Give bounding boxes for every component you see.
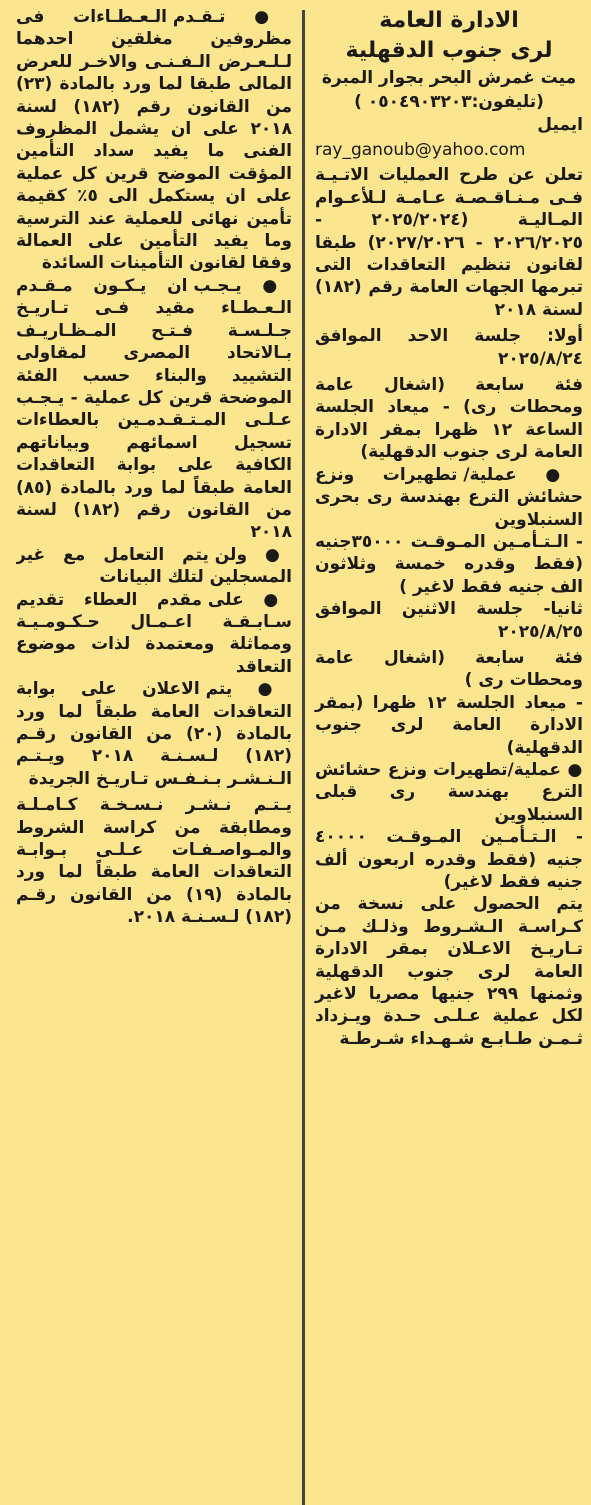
insurance-2: - الـتـأمـين المـوقـت ٤٠٠٠٠ جنيه (فقط وقدره اربعون ألف جنيه فقط لاغير) — [315, 827, 583, 892]
terms-announcement: ● يتم الاعلان على بوابة التعاقدات العامة طبقاً لما ورد بالمادة (٢٠) من القانون رقـم (١٨٢) لـسـنـة ٢٠١٨ ويـتـم الـنـشـر بـنـفـس تـاريـخ الجريدة — [16, 678, 292, 790]
email-address: ray_ganoub@yahoo.com — [315, 140, 526, 161]
terms-unregistered: ● ولن يتم التعامل مع غير المسجلين لتلك البيانات — [16, 544, 292, 589]
terms-envelopes: ● تـقـدم الـعـطـاءات فى مظروفين مغلقين احدهما لـلـعـرض الـفـنـى والاخـر للعرض المالى طبقا لما ورد بالمادة (٢٣) من القانون رقم (١٨٢) لسنة ٢٠١٨ على ان يشمل المظروف الفنى ما يفيد سداد التأمين المؤقت الموضح قرين كل عملية على ان يستكمل الى ٥٪ كقيمة تأمين نهائى للعملية عند الترسية وما يفيد التأمين على العمالة وفقا لقانون التأمينات السائدة — [16, 6, 292, 275]
terms-registration: ● يـجـب ان يـكـون مـقـدم الـعـطـاء مقيد فـى تـاريـخ جـلـسـة فـتـح المـظـاريـف بـالاتحاد المصرى لمقاولى التشييد والبناء حسب الفئة الموضحة قرين كل عملية - يـجـب عـلـى المـتـقـدمـين بالعطاءات تسجيل اسمائهم وبياناتهم الكافية على بوابة التعاقدات العامة طبقاً لما ورد بالمادة (٨٥) من القانون رقم (١٨٢) لسنة ٢٠١٨ — [16, 275, 292, 544]
session-1: أولا: جلسة الاحد الموافق ٢٠٢٥/٨/٢٤ — [315, 326, 583, 369]
terms-publication: يـتـم نـشـر نـسـخـة كـامـلـة ومطابقة من كراسة الشروط والمـواصـفـات عـلـى بـوابـة التعاقدات العامة طبقاً لما ورد بالمادة (١٩) من القانون رقـم (١٨٢) لـسـنـة ٢٠١٨. — [16, 795, 292, 928]
left-column — [16, 6, 296, 1505]
copy-paragraph: يتم الحصول على نسخة من كـراسـة الـشـروط وذلـك مـن تـاريـخ الاعـلان بمقر الادارة العامة لرى جنوب الدقهلية وثمنها ٢٩٩ جنيها مصريا لاغير لكل عملية عـلـى حـدة ويـزداد ثـمـن طـابـع شـهـداء شـرطـة — [315, 894, 583, 1049]
operation-1: ● عملية/ تطهيرات ونزع حشائش الترع بهندسة رى بحرى السنبلاوين — [315, 464, 583, 531]
category-2: فئة سابعة (اشغال عامة ومحطات رى ) — [315, 647, 583, 691]
column-divider — [302, 10, 305, 1505]
address: ميت غمرش البحر بجوار المبرة — [321, 68, 577, 88]
intro-paragraph: تعلن عن طرح العمليات الاتـيـة فـى مـنـاقـصـة عـامـة لـلأعـوام المـاليـة (٢٠٢٥/٢٠٢٤ - ٢٠٢٦/٢٠٢٥ - ٢٠٢٧/٢٠٢٦) طبقا لقانون تنظيم التعاقدات التى تبرمها الجهات العامة رقم (١٨٢) لسنة ٢٠١٨ — [315, 165, 583, 320]
category-1: فئة سابعة (اشغال عامة ومحطات رى) - ميعاد الجلسة الساعة ١٢ ظهرا بمقر الادارة العامة لرى جنوب الدقهلية) — [315, 375, 583, 463]
email-label: ايميل — [537, 115, 583, 135]
insurance-1: - الـتـأمـين المـوقـت ٣٥٠٠٠جنيه (فقط وقدره خمسة وثلاثون الف جنيه فقط لاغير ) — [315, 531, 583, 597]
right-column — [311, 6, 583, 1505]
terms-previous-work: ● على مقدم العطاء تقديم سـابـقـة اعـمـال حـكـومـيـة ومماثلة ومعتمدة لذات موضوع التعاقد — [16, 589, 292, 679]
operation-2: ● عملية/تطهيرات ونزع حشائش الترع بهندسة رى قبلى السنبلاوين — [315, 759, 583, 826]
department-title: الادارة العامة — [379, 8, 519, 33]
session-2-time: - ميعاد الجلسة ١٢ ظهرا (بمقر الادارة العامة لرى جنوب الدقهلية) — [315, 692, 583, 758]
ad-header — [315, 6, 583, 114]
session-2: ثانيا- جلسة الاثنين الموافق ٢٠٢٥/٨/٢٥ — [315, 599, 583, 642]
department-subtitle: لرى جنوب الدقهلية — [345, 38, 553, 63]
phone: (تليفون:٠٥٠٤٩٠٣٢٠٣ ) — [354, 92, 544, 112]
